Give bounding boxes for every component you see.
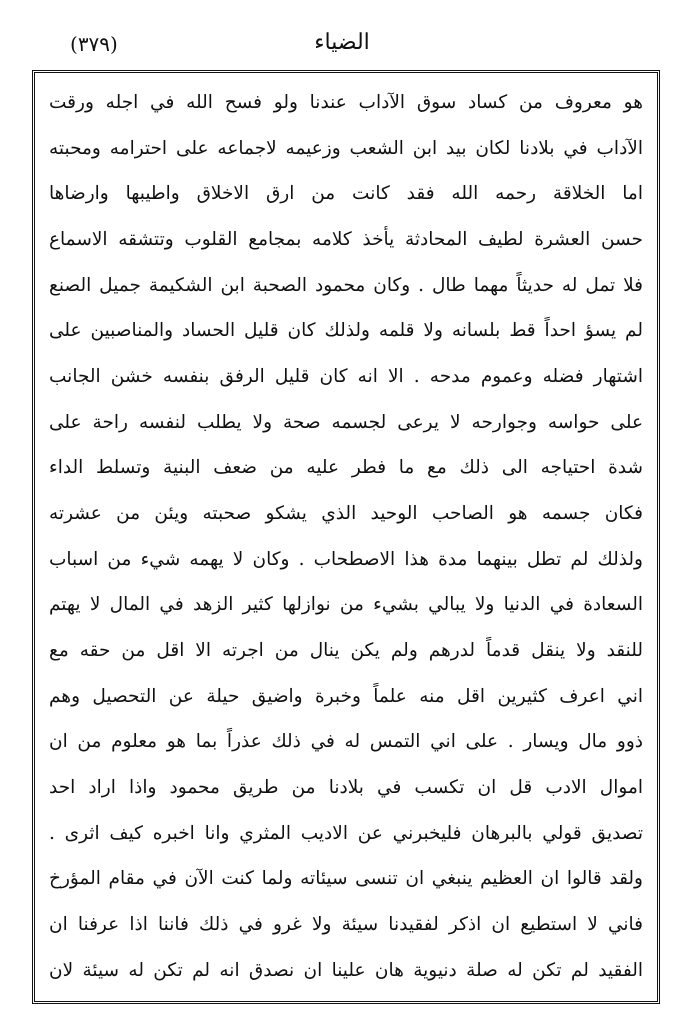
text-line: ولقد قالوا ان العظيم ينبغي ان تنسى سيئاته ولما كنت الآن في مقام المؤرخ [49,868,643,890]
text-line: الفقيد لم تكن له صلة دنيوية هان علينا ان نصدق انه لم تكن له سيئة لان [49,959,643,981]
text-line: تصديق قولي بالبرهان فليخبرني عن الاديب المثري وانا اخبره كيف اثرى . [49,822,643,844]
page-title: الضياء [314,30,370,55]
page-header [22,22,662,66]
text-line: هو معروف من كساد سوق الآداب عندنا ولو فسح الله في اجله ورقت [49,92,643,113]
text-frame [32,70,660,1004]
text-line: شدة احتياجه الى ذلك مع ما فطر عليه من ضعف البنية وتسلط الداء [49,457,643,479]
text-line: فكان جسمه هو الصاحب الوحيد الذي يشكو صحبته ويئن من عشرته [49,503,643,525]
text-line: اموال الادب قل ان تكسب في بلادنا من طريق محمود واذا اراد احد [49,777,643,799]
text-line: فاني لا استطيع ان اذكر لفقيدنا سيئة ولا غرو في ذلك فاننا اذا عرفنا ان [49,914,643,936]
text-line: ذوو مال ويسار . على اني التمس له في ذلك عذراً بما هو معلوم من ان [49,731,643,753]
text-line: اما الخلاقة رحمه الله فقد كانت من ارق الاخلاق واطيبها وارضاها [49,183,643,205]
text-line: السعادة في الدنيا ولا يبالي بشيء من نوازلها كثير الزهد في المال لا يهتم [49,594,643,616]
text-line: لم يسؤ احداً قط بلسانه ولا قلمه ولذلك كان قليل الحساد والمناصبين على [49,320,643,342]
text-line: اني اعرف كثيرين اقل منه علماً وخبرة واضيق حيلة عن التحصيل وهم [49,685,643,707]
text-body [49,85,643,989]
text-line: للنقد ولا ينقل قدماً لدرهم ولم يكن ينال من اجرته الا اقل من حقه مع [49,640,643,662]
text-line: اشتهار فضله وعموم مدحه . الا انه كان قليل الرفق بنفسه خشن الجانب [49,366,643,388]
text-line: حسن العشرة لطيف المحادثة يأخذ كلامه بمجامع القلوب وتتشقه الاسماع [49,229,643,251]
text-line: فلا تمل له حديثاً مهما طال . وكان محمود الصحبة ابن الشكيمة جميل الصنع [49,274,643,296]
page-number: (٣٧٩) [70,32,118,56]
text-line: الآداب في بلادنا لكان بيد ابن الشعب وزعيمه لاجماعه على احترامه ومحبته [49,137,643,159]
text-line: على حواسه وجوارحه لا يرعى لجسمه صحة ولا يطلب لنفسه راحة على [49,411,643,433]
text-line: ولذلك لم تطل بينهما مدة هذا الاصطحاب . وكان لا يهمه شيء من اسباب [49,548,643,570]
